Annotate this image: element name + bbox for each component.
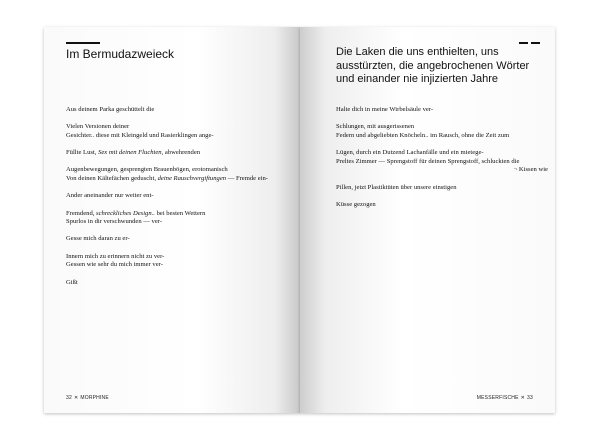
stanza <box>66 192 296 201</box>
title-rule <box>66 42 100 44</box>
poem-line <box>66 149 296 158</box>
right-page-footer <box>477 395 533 401</box>
italic-text: Sex mit deinen Fluchten <box>98 149 162 157</box>
line-text: Federn und abgeliebten Knöcheln.. im Rausch, ohne die Zeit zum <box>336 131 510 139</box>
poem-line <box>336 149 548 158</box>
page-number: 33 <box>527 395 533 401</box>
poem-line <box>66 218 296 227</box>
line-text: Gißt <box>66 278 78 286</box>
poem-line <box>66 279 296 288</box>
line-text: Küsse gezogen <box>336 200 376 208</box>
line-text: Innern mich zu erinnern nicht zu ver- <box>66 252 165 260</box>
line-text: Halte dich in meine Wirbelsäule ver- <box>336 106 434 113</box>
left-page <box>44 27 300 413</box>
poem-line <box>336 106 548 115</box>
poem-line <box>336 132 548 141</box>
stanza <box>336 123 548 140</box>
line-text: Gesse mich daran zu er- <box>66 235 130 243</box>
line-text: Gessen wie sehr du mich immer ver- <box>66 261 163 269</box>
line-text: Schlungen, mit ausgerissenen <box>336 123 415 131</box>
stanza <box>336 106 548 115</box>
page-number: 32 <box>66 395 72 401</box>
line-text: — Fremde ein- <box>226 175 268 183</box>
stanza <box>66 235 296 244</box>
poem-line <box>336 123 548 132</box>
line-text: Fremdend, <box>66 209 97 217</box>
poem-line <box>336 166 548 175</box>
line-text: Füllte Lust, <box>66 149 99 157</box>
right-aligned-text: ¬ Kissen wie <box>513 166 548 174</box>
title-line: ausstürzten, die angebrochenen Wörter <box>336 59 530 72</box>
poem-line <box>66 106 296 115</box>
line-text: Gesichter.. diese mit Kleingeld und Rasierklingen ange- <box>66 131 214 139</box>
footer-label: MORPHINE <box>80 395 109 401</box>
stanza <box>66 166 296 183</box>
poem-line <box>66 210 296 219</box>
line-text: , abwehrenden <box>161 149 201 157</box>
italic-text: deine Rauschvergiftungen <box>157 175 227 183</box>
line-text: bei besten Wettern <box>154 209 206 217</box>
left-page-poem <box>66 106 296 296</box>
line-text: Pillen, jetzt Plastiktüten über unsere einstigen <box>336 183 457 191</box>
poem-line <box>66 175 296 184</box>
line-text: Aus deinem Parka geschüttelt die <box>66 106 155 113</box>
line-text: Preltes Zimmer — Sprengstoff für deinen Sprengstoff, schluckten die <box>336 157 520 165</box>
italic-text: schreckliches Design.. <box>96 209 155 217</box>
book-spread <box>44 27 555 413</box>
right-page <box>300 27 555 413</box>
left-page-title: Im Bermudazweieck <box>66 47 175 61</box>
stanza <box>66 279 296 288</box>
footer-label: MESSERFISCHE <box>476 395 519 401</box>
title-line: und einander nie injizierten Jahre <box>336 73 499 85</box>
poem-line <box>66 166 296 175</box>
poem-line <box>66 192 296 201</box>
line-text: Vielen Versionen deiner <box>66 123 130 131</box>
line-text: Spurlos in dir verschwunden — ver- <box>66 218 163 226</box>
poem-line <box>66 132 296 141</box>
corner-rule-1 <box>519 42 528 44</box>
poem-line <box>336 184 548 193</box>
stanza <box>66 106 296 115</box>
right-page-title <box>336 46 546 87</box>
line-text: Von deinen Kältefächen geduscht, <box>66 175 158 183</box>
left-page-footer <box>66 395 109 401</box>
stanza <box>66 123 296 140</box>
stanza <box>336 149 548 175</box>
poem-line <box>66 261 296 270</box>
poem-line <box>66 235 296 244</box>
line-text: Augenbewegungen, gesprengten Brauenbögen, erotomanisch <box>66 166 228 174</box>
cross-mark-icon: ✕ <box>73 395 79 401</box>
cross-mark-icon: ✕ <box>520 395 526 401</box>
corner-rule-2 <box>531 42 540 44</box>
poem-line <box>66 123 296 132</box>
title-line: Die Laken die uns enthielten, uns <box>336 46 499 58</box>
line-text: Lügen, durch ein Dutzend Lachanfälle und ein mietege- <box>336 149 484 157</box>
poem-line <box>336 201 548 210</box>
stanza <box>66 253 296 270</box>
poem-line <box>336 158 548 167</box>
line-text: Ander aneinander nur weiter ent- <box>66 192 154 200</box>
poem-line <box>66 253 296 262</box>
right-page-poem <box>336 106 548 218</box>
stanza <box>336 184 548 193</box>
stanza <box>66 210 296 227</box>
stanza <box>66 149 296 158</box>
stanza <box>336 201 548 210</box>
